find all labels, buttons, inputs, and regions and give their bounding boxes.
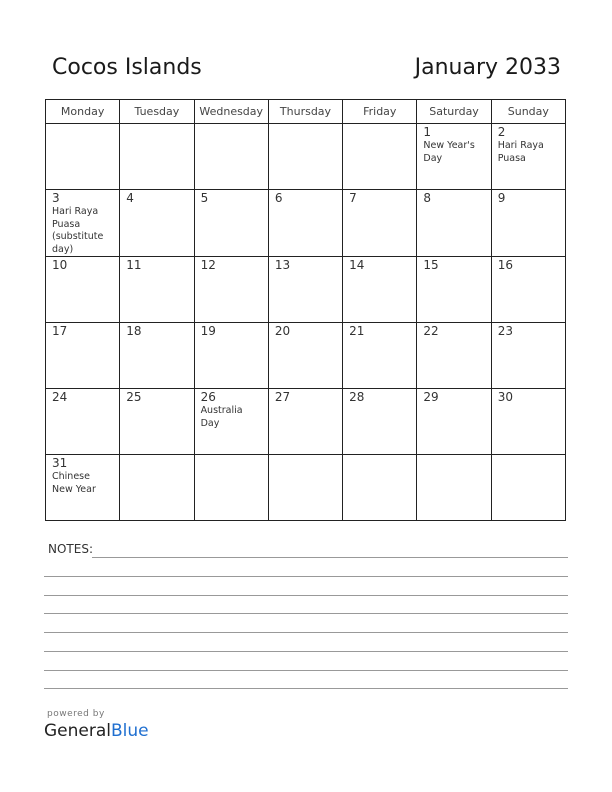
note-line — [44, 632, 568, 633]
day-number: 3 — [52, 191, 60, 205]
brand-blue-text: Blue — [111, 721, 149, 741]
day-cell-28 — [343, 389, 417, 455]
holiday-text: Day — [200, 417, 220, 429]
empty-day-cell — [120, 455, 194, 521]
holiday-text: Puasa — [52, 218, 81, 230]
day-cell-2 — [491, 124, 565, 190]
day-number: 29 — [423, 390, 439, 404]
note-line — [44, 688, 568, 689]
powered-by-text: powered by — [47, 709, 105, 719]
weekday-header-row — [46, 100, 566, 124]
day-cell-12 — [194, 257, 268, 323]
calendar-week-row — [46, 323, 566, 389]
day-number: 4 — [126, 191, 134, 205]
empty-day-cell — [46, 124, 120, 190]
calendar-week-row — [46, 190, 566, 257]
holiday-text: (substitute — [52, 231, 104, 242]
holiday-text: Chinese — [52, 471, 90, 482]
calendar-grid — [45, 99, 566, 521]
note-line — [44, 595, 568, 596]
empty-day-cell — [417, 455, 491, 521]
empty-day-cell — [120, 124, 194, 190]
holiday-text: New Year — [52, 483, 96, 495]
day-number: 28 — [349, 390, 365, 404]
day-number: 26 — [200, 390, 216, 404]
holiday-text: Day — [423, 152, 443, 164]
day-number: 6 — [274, 191, 283, 205]
day-number: 16 — [497, 258, 513, 272]
day-cell-8 — [417, 190, 491, 257]
day-number: 15 — [423, 258, 439, 272]
day-number: 17 — [52, 324, 68, 338]
country-title: Cocos Islands — [52, 55, 202, 80]
month-year-title: January 2033 — [414, 55, 561, 80]
day-cell-19 — [194, 323, 268, 389]
day-cell-16 — [491, 257, 565, 323]
day-cell-31 — [46, 455, 120, 521]
day-cell-30 — [491, 389, 565, 455]
calendar-week-row — [46, 124, 566, 190]
day-cell-10 — [46, 257, 120, 323]
day-number: 20 — [274, 324, 291, 338]
day-number: 19 — [200, 324, 216, 338]
day-number: 24 — [52, 390, 68, 404]
day-cell-29 — [417, 389, 491, 455]
day-cell-4 — [120, 190, 194, 257]
day-number: 13 — [274, 258, 291, 272]
day-number: 14 — [349, 258, 365, 272]
day-number: 12 — [200, 258, 216, 272]
notes-label: NOTES: — [48, 542, 93, 556]
day-number: 8 — [423, 191, 432, 205]
day-cell-17 — [46, 323, 120, 389]
day-cell-6 — [268, 190, 342, 257]
day-cell-23 — [491, 323, 565, 389]
day-cell-3 — [46, 190, 120, 257]
day-cell-14 — [343, 257, 417, 323]
empty-day-cell — [268, 124, 342, 190]
day-cell-25 — [120, 389, 194, 455]
day-number: 11 — [126, 258, 142, 272]
empty-day-cell — [194, 455, 268, 521]
holiday-text: day) — [52, 243, 74, 255]
day-cell-21 — [343, 323, 417, 389]
day-number: 7 — [349, 191, 357, 205]
weekday-monday: Monday — [46, 100, 120, 124]
day-cell-7 — [343, 190, 417, 257]
note-line — [92, 557, 568, 558]
calendar-week-row — [46, 389, 566, 455]
day-cell-20 — [268, 323, 342, 389]
weekday-sunday: Sunday — [491, 100, 565, 124]
day-number: 27 — [274, 390, 291, 404]
note-line — [44, 613, 568, 614]
note-line — [44, 651, 568, 652]
day-cell-15 — [417, 257, 491, 323]
brand-general-text: General — [44, 721, 111, 741]
weekday-tuesday: Tuesday — [120, 100, 194, 124]
day-cell-5 — [194, 190, 268, 257]
holiday-text: Hari Raya — [52, 206, 99, 217]
weekday-friday: Friday — [343, 100, 417, 124]
generalblue-logo[interactable] — [44, 721, 149, 741]
calendar-body — [46, 124, 566, 521]
empty-day-cell — [343, 124, 417, 190]
calendar-week-row — [46, 455, 566, 521]
day-cell-13 — [268, 257, 342, 323]
day-cell-24 — [46, 389, 120, 455]
day-number: 10 — [52, 258, 68, 272]
day-cell-22 — [417, 323, 491, 389]
weekday-saturday: Saturday — [417, 100, 491, 124]
note-line — [44, 670, 568, 671]
day-cell-26 — [194, 389, 268, 455]
empty-day-cell — [194, 124, 268, 190]
day-cell-27 — [268, 389, 342, 455]
calendar-week-row — [46, 257, 566, 323]
holiday-text: New Year's — [423, 140, 475, 151]
day-number: 2 — [497, 125, 506, 139]
day-cell-9 — [491, 190, 565, 257]
day-number: 25 — [126, 390, 142, 404]
day-number: 31 — [52, 456, 68, 470]
empty-day-cell — [343, 455, 417, 521]
day-number: 1 — [423, 125, 432, 139]
day-number: 22 — [423, 324, 439, 338]
day-number: 21 — [349, 324, 365, 338]
day-number: 5 — [200, 191, 209, 205]
day-number: 23 — [497, 324, 513, 338]
day-cell-1 — [417, 124, 491, 190]
day-number: 30 — [497, 390, 513, 404]
weekday-wednesday: Wednesday — [194, 100, 268, 124]
day-number: 9 — [497, 191, 506, 205]
holiday-text: Australia — [200, 405, 243, 416]
note-line — [44, 576, 568, 577]
empty-day-cell — [268, 455, 342, 521]
empty-day-cell — [491, 455, 565, 521]
day-number: 18 — [126, 324, 142, 338]
holiday-text: Puasa — [497, 152, 526, 164]
day-cell-11 — [120, 257, 194, 323]
holiday-text: Hari Raya — [497, 140, 544, 151]
weekday-thursday: Thursday — [268, 100, 342, 124]
day-cell-18 — [120, 323, 194, 389]
